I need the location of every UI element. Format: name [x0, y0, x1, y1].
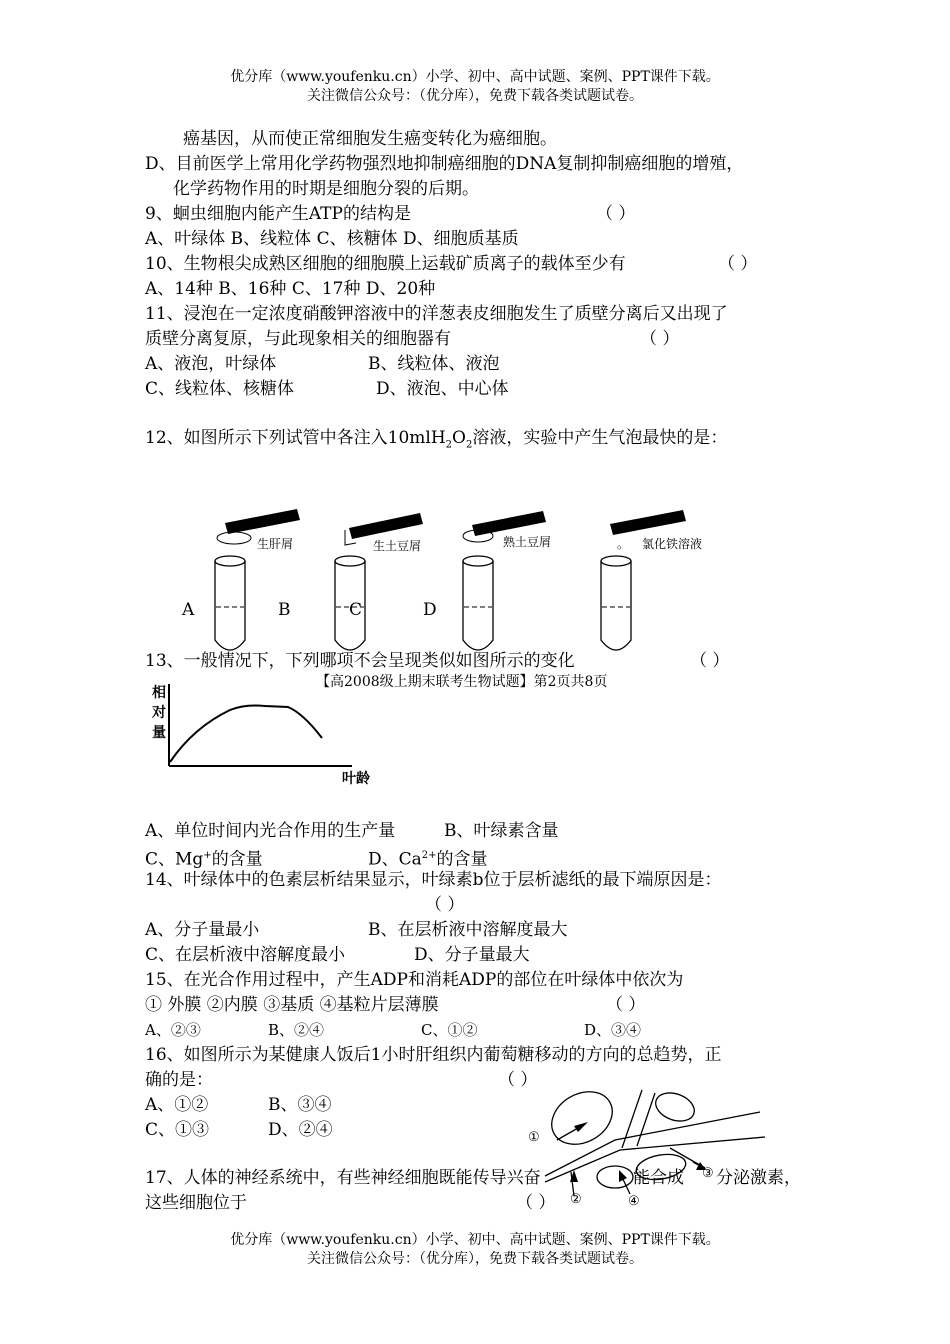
- q17-stem-line2: 这些细胞位于: [145, 1193, 247, 1213]
- q17-stem-part1: 17、人体的神经系统中，有些神经细胞既能传导兴奋: [145, 1168, 541, 1188]
- q16-option-b: B、③④: [268, 1095, 332, 1115]
- q14-answer-paren: （ ）: [425, 895, 465, 915]
- q15-option-b: B、②④: [268, 1021, 325, 1039]
- q14-option-a: A、分子量最小: [145, 920, 260, 940]
- page-number-note: 【高2008级上期末联考生物试题】第2页共8页: [316, 674, 608, 690]
- q13-y-label-2: 对: [152, 705, 166, 721]
- q13-option-d-post: 的含量: [436, 849, 488, 870]
- tube-label-a: 生肝屑: [257, 537, 294, 551]
- q16-option-a: A、①②: [145, 1095, 209, 1115]
- q13-option-b: B、叶绿素含量: [444, 821, 559, 841]
- q15-answer-paren: （ ）: [606, 995, 646, 1015]
- q14-option-b: B、在层析液中溶解度最大: [368, 920, 568, 940]
- q16-stem-line1: 16、如图所示为某健康人饭后1小时肝组织内葡萄糖移动的方向的总趋势，正: [145, 1045, 722, 1065]
- header-line-1: 优分库（www.youfenku.cn）小学、初中、高中试题、案例、PPT课件下载。: [230, 69, 720, 85]
- q13-stem: 13、一般情况下，下列哪项不会呈现类似如图所示的变化: [145, 651, 575, 671]
- q16-mark-1: ①: [528, 1130, 540, 1145]
- q15-items: ① 外膜 ②内膜 ③基质 ④基粒片层薄膜: [145, 995, 439, 1015]
- q10-stem: 10、生物根尖成熟区细胞的细胞膜上运载矿质离子的载体至少有: [145, 254, 626, 274]
- q11-option-b: B、线粒体、液泡: [368, 354, 500, 374]
- q11-option-d: D、液泡、中心体: [376, 379, 509, 399]
- tube-letter-c: C: [349, 600, 363, 620]
- q13-option-d-pre: D、Ca: [368, 849, 422, 870]
- q11-stem-line1: 11、浸泡在一定浓度硝酸钾溶液中的洋葱表皮细胞发生了质壁分离后又出现了: [145, 304, 728, 324]
- q17-stem-part2: 能合成: [633, 1168, 684, 1188]
- q13-option-c-pre: C、Mg: [145, 849, 204, 870]
- q13-y-label-3: 量: [152, 725, 166, 741]
- footer-line-2: 关注微信公众号：（优分库），免费下载各类试题试卷。: [307, 1251, 643, 1267]
- tube-letter-d: D: [423, 600, 437, 620]
- q13-option-a: A、单位时间内光合作用的生产量: [145, 821, 396, 841]
- q10-answer-paren: （ ）: [718, 254, 758, 274]
- q15-option-d: D、③④: [584, 1021, 642, 1039]
- q13-y-label-1: 相: [152, 685, 166, 701]
- q13-option-d-sup: 2+: [421, 850, 437, 861]
- q12-sub2: 2: [465, 439, 473, 451]
- q15-option-c: C、①②: [421, 1021, 478, 1039]
- q8-continuation: 癌基因，从而使正常细胞发生癌变转化为癌细胞。: [183, 129, 557, 149]
- tube-label-b: 生土豆屑: [373, 539, 422, 553]
- q12-stem-pre: 12、如图所示下列试管中各注入10mlH: [145, 428, 446, 448]
- q14-stem: 14、叶绿体中的色素层析结果显示，叶绿素b位于层析滤纸的最下端原因是：: [145, 870, 722, 890]
- header-line-2: 关注微信公众号：（优分库），免费下载各类试题试卷。: [307, 88, 643, 104]
- q8-option-d-line1: D、目前医学上常用化学药物强烈地抑制癌细胞的DNA复制抑制癌细胞的增殖，: [145, 154, 744, 174]
- q12-stem-mid: O: [452, 428, 466, 448]
- q12-stem-post: 溶液，实验中产生气泡最快的是：: [472, 428, 728, 448]
- q16-answer-paren: （ ）: [498, 1070, 538, 1090]
- q16-mark-4: ④: [628, 1194, 640, 1209]
- tube-letter-a: A: [182, 600, 195, 620]
- q15-stem: 15、在光合作用过程中，产生ADP和消耗ADP的部位在叶绿体中依次为: [145, 970, 684, 990]
- tube-label-c: 熟土豆屑: [503, 535, 552, 549]
- q9-options: A、叶绿体 B、线粒体 C、核糖体 D、细胞质基质: [145, 229, 519, 249]
- q16-stem-line2: 确的是：: [145, 1070, 213, 1090]
- tube-label-d: 氯化铁溶液: [642, 537, 703, 551]
- q9-answer-paren: （ ）: [596, 204, 636, 224]
- q16-option-c: C、①③: [145, 1120, 210, 1140]
- q13-answer-paren: （ ）: [690, 651, 730, 671]
- q9-stem: 9、蛔虫细胞内能产生ATP的结构是: [145, 204, 411, 224]
- q13-x-label: 叶龄: [342, 771, 370, 787]
- q16-mark-2: ②: [570, 1192, 582, 1207]
- q16-mark-3: ③: [702, 1166, 714, 1181]
- q16-option-d: D、②④: [268, 1120, 333, 1140]
- tube-letter-b: B: [278, 600, 291, 620]
- q11-option-a: A、液泡，叶绿体: [145, 354, 277, 374]
- q11-answer-paren: （ ）: [640, 329, 680, 349]
- q11-stem-line2: 质壁分离复原，与此现象相关的细胞器有: [145, 329, 451, 349]
- q11-option-c: C、线粒体、核糖体: [145, 379, 295, 399]
- q13-option-c-sup: +: [203, 850, 212, 861]
- q12-sub1: 2: [445, 439, 453, 451]
- footer-line-1: 优分库（www.youfenku.cn）小学、初中、高中试题、案例、PPT课件下载。: [230, 1232, 720, 1248]
- tube-label-d-dot: 。: [617, 537, 630, 551]
- q17-stem-part3: 分泌激素，: [716, 1168, 801, 1188]
- q15-option-a: A、②③: [145, 1021, 201, 1039]
- q10-options: A、14种 B、16种 C、17种 D、20种: [145, 279, 436, 299]
- q17-answer-paren: （ ）: [516, 1193, 556, 1213]
- q13-option-c-post: 的含量: [211, 849, 263, 870]
- q8-option-d-line2: 化学药物作用的时期是细胞分裂的后期。: [173, 179, 479, 199]
- q14-option-c: C、在层析液中溶解度最小: [145, 945, 346, 965]
- q14-option-d: D、分子量最大: [414, 945, 530, 965]
